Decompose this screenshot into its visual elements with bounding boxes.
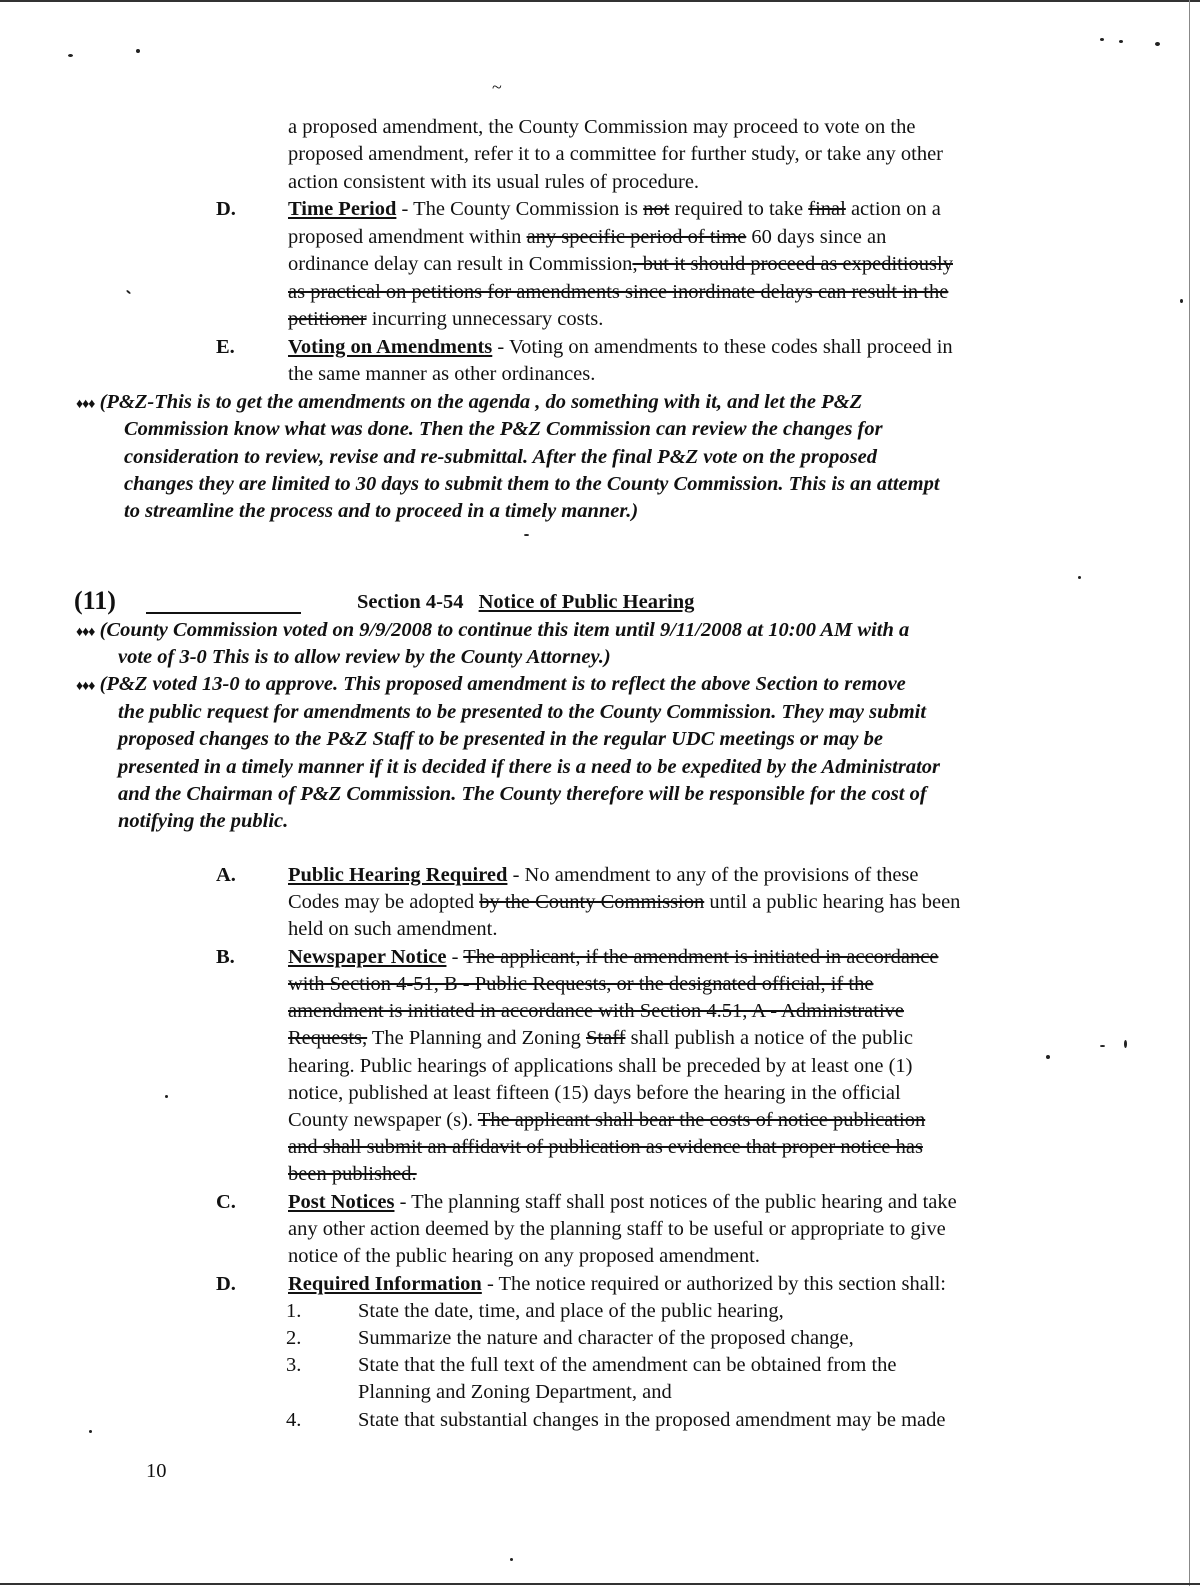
diamond-bullet-icon: ♦♦♦	[76, 625, 95, 640]
scan-border-right	[1189, 0, 1190, 1586]
scan-border-bottom	[0, 1583, 1200, 1585]
struck-text: The applicant shall bear the costs of notice publication	[477, 1109, 926, 1131]
scan-speck	[1155, 42, 1160, 46]
section-label: Section 4-54	[357, 591, 464, 613]
note-line: consideration to review, revise and re-submittal. After the final P&Z vote on the proposed	[124, 446, 877, 468]
note-line: and the Chairman of P&Z Commission. The County therefore will be responsible for the cost of	[118, 783, 927, 805]
sub-item-number: 2.	[286, 1327, 302, 1349]
text-run: - No amendment to any of the provisions of these	[507, 864, 919, 886]
sub-item-text: State that substantial changes in the proposed amendment may be made	[358, 1409, 946, 1431]
note-line: changes they are limited to 30 days to submit them to the County Commission. This is an attempt	[124, 473, 940, 495]
note-line	[76, 617, 909, 647]
text-run: (P&Z voted 13-0 to approve. This proposed amendment is to reflect the above Section to remove	[99, 673, 906, 695]
struck-text: and shall submit an affidavit of publication as evidence that proper notice has	[288, 1136, 923, 1158]
text-line: any other action deemed by the planning staff to be useful or appropriate to give	[288, 1218, 946, 1240]
text-run: (P&Z-This is to get the amendments on the agenda , do something with it, and let the P&Z	[99, 391, 863, 413]
scan-speck	[1100, 38, 1104, 41]
text-run: 60 days since an	[746, 226, 887, 248]
struck-text: Requests,	[288, 1027, 368, 1049]
text-run: ordinance delay can result in Commission	[288, 253, 633, 275]
text-line: held on such amendment.	[288, 918, 498, 940]
struck-text: with Section 4-51, B - Public Requests, or the designated official, if the	[288, 973, 874, 995]
scan-speck	[1124, 1040, 1127, 1048]
struck-text: as practical on petitions for amendments since inordinate delays can result in the	[288, 281, 949, 303]
scan-speck	[1119, 40, 1123, 43]
item-label: B.	[216, 946, 235, 968]
struck-text: any specific period of time	[526, 226, 747, 248]
struck-text: The applicant, if the amendment is initiated in accordance	[463, 946, 939, 968]
text-run: action on a	[845, 198, 941, 220]
newspaper-line	[288, 944, 938, 972]
post-notices-line	[288, 1189, 957, 1217]
scan-speck	[1078, 576, 1081, 579]
text-run: required to take	[669, 198, 809, 220]
note-line: presented in a timely manner if it is decided if there is a need to be expedited by the Administrator	[118, 756, 941, 778]
text-run: -	[446, 946, 464, 968]
newspaper-line	[288, 1107, 925, 1135]
text-run: incurring unnecessary costs.	[366, 308, 604, 330]
item-title: Public Hearing Required	[288, 864, 508, 886]
item-title: Time Period	[288, 198, 397, 220]
scan-speck	[1180, 299, 1183, 303]
sub-item-text: Summarize the nature and character of the proposed change,	[358, 1327, 854, 1349]
top-mark: ~	[492, 77, 502, 97]
scan-speck	[1100, 1045, 1105, 1047]
item-title: Newspaper Notice	[288, 946, 447, 968]
note-line: proposed changes to the P&Z Staff to be presented in the regular UDC meetings or may be	[118, 728, 883, 750]
sub-item-number: 3.	[286, 1354, 302, 1376]
text-line: notice, published at least fifteen (15) days before the hearing in the official	[288, 1082, 901, 1104]
time-period-line	[288, 251, 953, 279]
text-run: until a public hearing has been	[704, 891, 961, 913]
note-line	[76, 389, 862, 419]
newspaper-line	[288, 1025, 913, 1053]
time-period-line	[288, 306, 603, 334]
note-line: the public request for amendments to be presented to the County Commission. They may submit	[118, 701, 927, 723]
note-line: vote of 3-0 This is to allow review by the County Attorney.)	[118, 646, 611, 668]
section-number: (11)	[74, 586, 116, 615]
text-run: - Voting on amendments to these codes shall proceed in	[492, 336, 953, 358]
text-line: action consistent with its usual rules of procedure.	[288, 171, 700, 193]
item-label: D.	[216, 1273, 236, 1295]
diamond-bullet-icon: ♦♦♦	[76, 397, 95, 412]
scan-speck	[136, 49, 140, 53]
section-title: Notice of Public Hearing	[478, 591, 695, 613]
note-line	[76, 671, 906, 701]
newspaper-line	[288, 971, 873, 999]
text-run: Codes may be adopted	[288, 891, 480, 913]
scan-speck	[510, 1558, 513, 1561]
item-label: A.	[216, 864, 236, 886]
struck-text: Staff	[586, 1027, 626, 1049]
text-line: the same manner as other ordinances.	[288, 363, 596, 385]
note-line: Commission know what was done. Then the P&Z Commission can review the changes for	[124, 418, 883, 440]
newspaper-line	[288, 1134, 923, 1162]
blank-line	[146, 594, 301, 619]
text-run: (County Commission voted on 9/9/2008 to continue this item until 9/11/2008 at 10:00 AM with a	[99, 619, 910, 641]
time-period-line	[288, 196, 941, 224]
struck-text: final	[808, 198, 846, 220]
item-label: C.	[216, 1191, 236, 1213]
sub-item-number: 4.	[286, 1409, 302, 1431]
text-run: - The County Commission is	[396, 198, 644, 220]
item-title: Voting on Amendments	[288, 336, 493, 358]
struck-text: petitioner	[288, 308, 367, 330]
time-period-line	[288, 224, 886, 252]
required-info-line	[288, 1271, 946, 1299]
text-run: County newspaper (s).	[288, 1109, 478, 1131]
scan-speck	[1046, 1055, 1050, 1059]
scan-border-top	[0, 0, 1200, 2]
text-line: hearing. Public hearings of applications shall be preceded by at least one (1)	[288, 1055, 913, 1077]
struck-text: been published.	[288, 1163, 417, 1185]
note-line: notifying the public.	[118, 810, 289, 832]
item-label: D.	[216, 198, 236, 220]
item-label: E.	[216, 336, 235, 358]
note-line: to streamline the process and to proceed in a timely manner.)	[124, 500, 639, 522]
struck-text: by the County Commission	[479, 891, 705, 913]
text-run: - The planning staff shall post notices of the public hearing and take	[394, 1191, 957, 1213]
scan-speck	[89, 1430, 92, 1433]
item-title: Post Notices	[288, 1191, 395, 1213]
struck-text: , but it should proceed as expeditiously	[632, 253, 953, 275]
scan-speck	[68, 54, 73, 57]
text-line: a proposed amendment, the County Commission may proceed to vote on the	[288, 116, 916, 138]
text-line: notice of the public hearing on any proposed amendment.	[288, 1245, 760, 1267]
sub-item-number: 1.	[286, 1300, 302, 1322]
text-line: proposed amendment, refer it to a committee for further study, or take any other	[288, 143, 944, 165]
struck-text: not	[643, 198, 670, 220]
diamond-bullet-icon: ♦♦♦	[76, 679, 95, 694]
page-number: 10	[146, 1460, 167, 1482]
scan-speck	[165, 1095, 168, 1098]
sub-item-text: State the date, time, and place of the public hearing,	[358, 1300, 784, 1322]
newspaper-line	[288, 998, 904, 1026]
sub-item-text: State that the full text of the amendment can be obtained from the	[358, 1354, 897, 1376]
scan-speck	[524, 534, 529, 536]
struck-text: amendment is initiated in accordance with Section 4.51, A - Administrative	[288, 1000, 905, 1022]
text-run: proposed amendment within	[288, 226, 527, 248]
time-period-line	[288, 279, 948, 307]
scan-speck	[126, 290, 131, 295]
public-hearing-line	[288, 862, 919, 890]
sub-item-text: Planning and Zoning Department, and	[358, 1381, 672, 1403]
item-title: Required Information	[288, 1273, 482, 1295]
newspaper-line	[288, 1161, 417, 1189]
public-hearing-line	[288, 889, 960, 917]
text-run: - The notice required or authorized by this section shall:	[481, 1273, 946, 1295]
section-heading	[357, 589, 694, 617]
text-run: shall publish a notice of the public	[625, 1027, 913, 1049]
text-run: The Planning and Zoning	[367, 1027, 586, 1049]
voting-line	[288, 334, 953, 362]
